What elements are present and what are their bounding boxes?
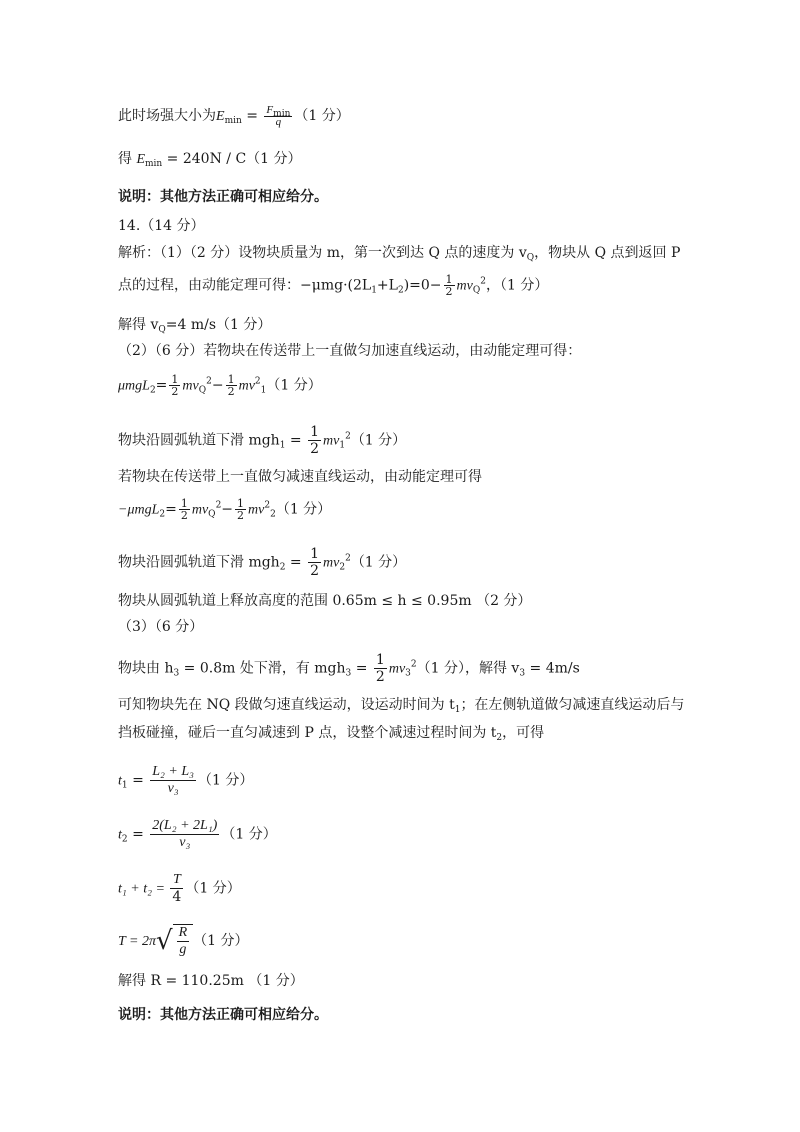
numerator: F [266, 104, 274, 116]
sqrt-icon: √ $\frac{R}{g}$ [156, 924, 193, 958]
text: mv [323, 555, 340, 571]
subscript: 2 [496, 733, 503, 743]
note: 说明：其他方法正确可相应给分。 [118, 1007, 328, 1023]
numerator: 1 [171, 373, 179, 386]
equals: = [127, 772, 149, 789]
subscript: Q [208, 509, 216, 520]
score: （1 分） [193, 933, 249, 949]
superscript: 2 [410, 659, 417, 670]
value: = 4m/s [525, 660, 580, 677]
score: （1 分） [350, 554, 407, 571]
text: mv [238, 378, 255, 394]
subscript: 2 [270, 509, 276, 520]
fraction [444, 274, 455, 297]
score: （1 分） [266, 377, 322, 394]
equation-accelerate [118, 374, 690, 398]
text: mv [323, 433, 340, 449]
minus: − [211, 377, 224, 394]
text: 此时场强大小为 [118, 108, 216, 124]
equals: = [351, 660, 372, 677]
score: （1 分） [216, 317, 272, 333]
superscript: 2 [345, 431, 351, 442]
text: mv [248, 502, 265, 518]
superscript: 2 [254, 376, 261, 387]
text: mv [388, 661, 406, 677]
equals: = [285, 554, 307, 571]
text: −μmgL [118, 502, 160, 518]
denominator: 2 [310, 563, 320, 579]
subscript: 2 [159, 509, 166, 520]
text: 得 [118, 151, 137, 167]
text: )=0− [403, 277, 442, 294]
minus: − [221, 501, 234, 518]
fraction [170, 872, 183, 905]
subscript: 2 [339, 562, 346, 573]
fraction [264, 104, 292, 128]
score: （1 分） [246, 151, 302, 167]
analysis-line-2 [118, 274, 690, 298]
subscript: 2 [397, 285, 404, 296]
numerator: 1 [375, 652, 385, 668]
score: （1 分） [350, 432, 407, 449]
text: ，物块从 Q 点到返回 P [534, 245, 681, 261]
fraction [177, 925, 190, 958]
superscript: 2 [215, 500, 222, 511]
denominator: 2 [237, 509, 245, 522]
text: 可知物块先在 NQ 段做匀速直线运动，设运动时间为 t [118, 697, 455, 713]
var: E [216, 109, 225, 124]
fraction [235, 498, 246, 521]
superscript: 2 [264, 500, 271, 511]
equation-h3 [118, 652, 690, 685]
numerator: 1 [310, 424, 320, 440]
equals: = [285, 432, 307, 449]
score: （1 分），解得 v [416, 660, 520, 677]
subscript: min [273, 109, 291, 119]
equation-slide-1 [118, 424, 690, 457]
superscript: 2 [345, 553, 351, 564]
text: mv [191, 502, 209, 518]
text: 物块由 h [118, 660, 174, 677]
equation-pendulum [118, 924, 690, 958]
score: （1 分） [185, 880, 241, 897]
denominator: v₃ [167, 781, 179, 796]
subscript: 1 [371, 285, 377, 296]
numerator: 1 [310, 546, 320, 562]
denominator: 2 [171, 385, 179, 398]
equals: = [165, 501, 177, 518]
text: 解析：（1）（2 分）设物块质量为 m，第一次到达 Q 点的速度为 v [118, 245, 527, 261]
text: 点的过程，由动能定理可得：−μmg·(2L [118, 277, 372, 294]
denominator: 2 [180, 509, 188, 522]
question-number: 14.（14 分） [118, 218, 205, 234]
subscript: 1 [121, 780, 128, 791]
superscript: 2 [206, 376, 212, 387]
score: （1 分） [294, 108, 350, 124]
text: 解得 v [118, 317, 159, 333]
denominator: v₃ [179, 835, 191, 850]
text: ，可得 [502, 725, 545, 741]
numerator: 1 [180, 497, 188, 510]
motion-analysis-2 [118, 722, 690, 744]
superscript: 2 [480, 276, 486, 287]
equation-t1 [118, 764, 690, 797]
subscript: 2 [279, 562, 286, 573]
score: （1 分） [198, 772, 254, 789]
denominator: 2 [445, 285, 453, 298]
denominator: q [275, 116, 282, 128]
subscript: min [224, 116, 242, 126]
equals: = [127, 826, 149, 843]
text: 物块沿圆弧轨道下滑 mgh [118, 554, 280, 571]
score: （1 分） [275, 501, 332, 518]
subscript: Q [198, 385, 207, 396]
fraction [226, 374, 237, 397]
denominator: 2 [375, 669, 385, 685]
numerator: L₂ + L₃ [152, 764, 195, 779]
var: t [118, 773, 122, 789]
denominator: g [179, 942, 187, 957]
subscript: 3 [519, 668, 526, 679]
subscript: 2 [121, 834, 128, 845]
final-answer: 解得 R = 110.25m （1 分） [118, 973, 304, 989]
text: μmgL [118, 378, 150, 394]
value: =4 m/s [165, 317, 217, 333]
part-3-heading: （3）（6 分） [118, 619, 204, 635]
fraction [374, 652, 387, 685]
fraction [150, 764, 196, 797]
fraction [308, 424, 321, 457]
numerator: 1 [445, 273, 453, 286]
subscript: 1 [339, 440, 346, 451]
fraction [169, 374, 180, 397]
subscript: 3 [405, 668, 411, 679]
subscript: 1 [454, 705, 461, 715]
numerator: 1 [227, 373, 235, 386]
analysis-line-3 [118, 314, 690, 336]
text: 挡板碰撞，碰后一直匀减速到 P 点，设整个减速过程时间为 t [118, 725, 497, 741]
subscript: 3 [345, 668, 352, 679]
equation-period [118, 872, 690, 905]
equals: = [241, 108, 263, 124]
result-line [118, 148, 690, 171]
decelerate-intro: 若物块在传送带上一直做匀减速直线运动，由动能定理可得 [118, 469, 482, 485]
fraction [150, 818, 219, 851]
text: mv [456, 278, 473, 294]
var: t [118, 827, 122, 843]
denominator: 2 [310, 441, 320, 457]
score: （1 分） [221, 826, 277, 843]
text: mv [182, 378, 199, 394]
numerator: T [170, 872, 183, 889]
text: 物块沿圆弧轨道下滑 mgh [118, 432, 280, 449]
equation-t2 [118, 818, 690, 851]
subscript: min [145, 159, 163, 169]
denominator: 2 [227, 385, 235, 398]
subscript: 1 [260, 385, 267, 396]
numerator: 1 [237, 497, 245, 510]
note: 说明：其他方法正确可相应给分。 [118, 189, 328, 205]
denominator: 4 [172, 889, 182, 905]
text: = 0.8m 处下滑，有 mgh [179, 660, 346, 677]
subscript: 3 [173, 668, 180, 679]
fraction [179, 498, 190, 521]
part-2-intro: （2）（6 分）若物块在传送带上一直做匀加速直线运动，由动能定理可得： [118, 343, 582, 359]
motion-analysis-1 [118, 694, 690, 716]
score: ，（1 分） [485, 277, 549, 294]
subscript: Q [472, 285, 481, 296]
text: +L [376, 277, 398, 294]
equation-decelerate [118, 498, 690, 522]
equals: = [155, 377, 168, 394]
var: E [136, 152, 146, 167]
field-strength-line [118, 104, 690, 128]
text: ；在左侧轨道做匀减速直线运动后与 [460, 697, 685, 713]
subscript: Q [158, 325, 166, 335]
subscript: 1 [279, 440, 286, 451]
text: t₁ + t₂ = [118, 881, 169, 897]
value: = 240N / C [162, 151, 247, 167]
analysis-line-1 [118, 242, 690, 264]
height-range-line: 物块从圆弧轨道上释放高度的范围 0.65m ≤ h ≤ 0.95m （2 分） [118, 593, 532, 609]
numerator: 2(L₂ + 2L₁) [152, 818, 218, 833]
equation-slide-2 [118, 546, 690, 579]
subscript: Q [526, 253, 535, 263]
subscript: 2 [149, 385, 156, 396]
fraction [308, 546, 321, 579]
numerator: R [178, 925, 188, 940]
text: T = 2π [118, 934, 156, 949]
